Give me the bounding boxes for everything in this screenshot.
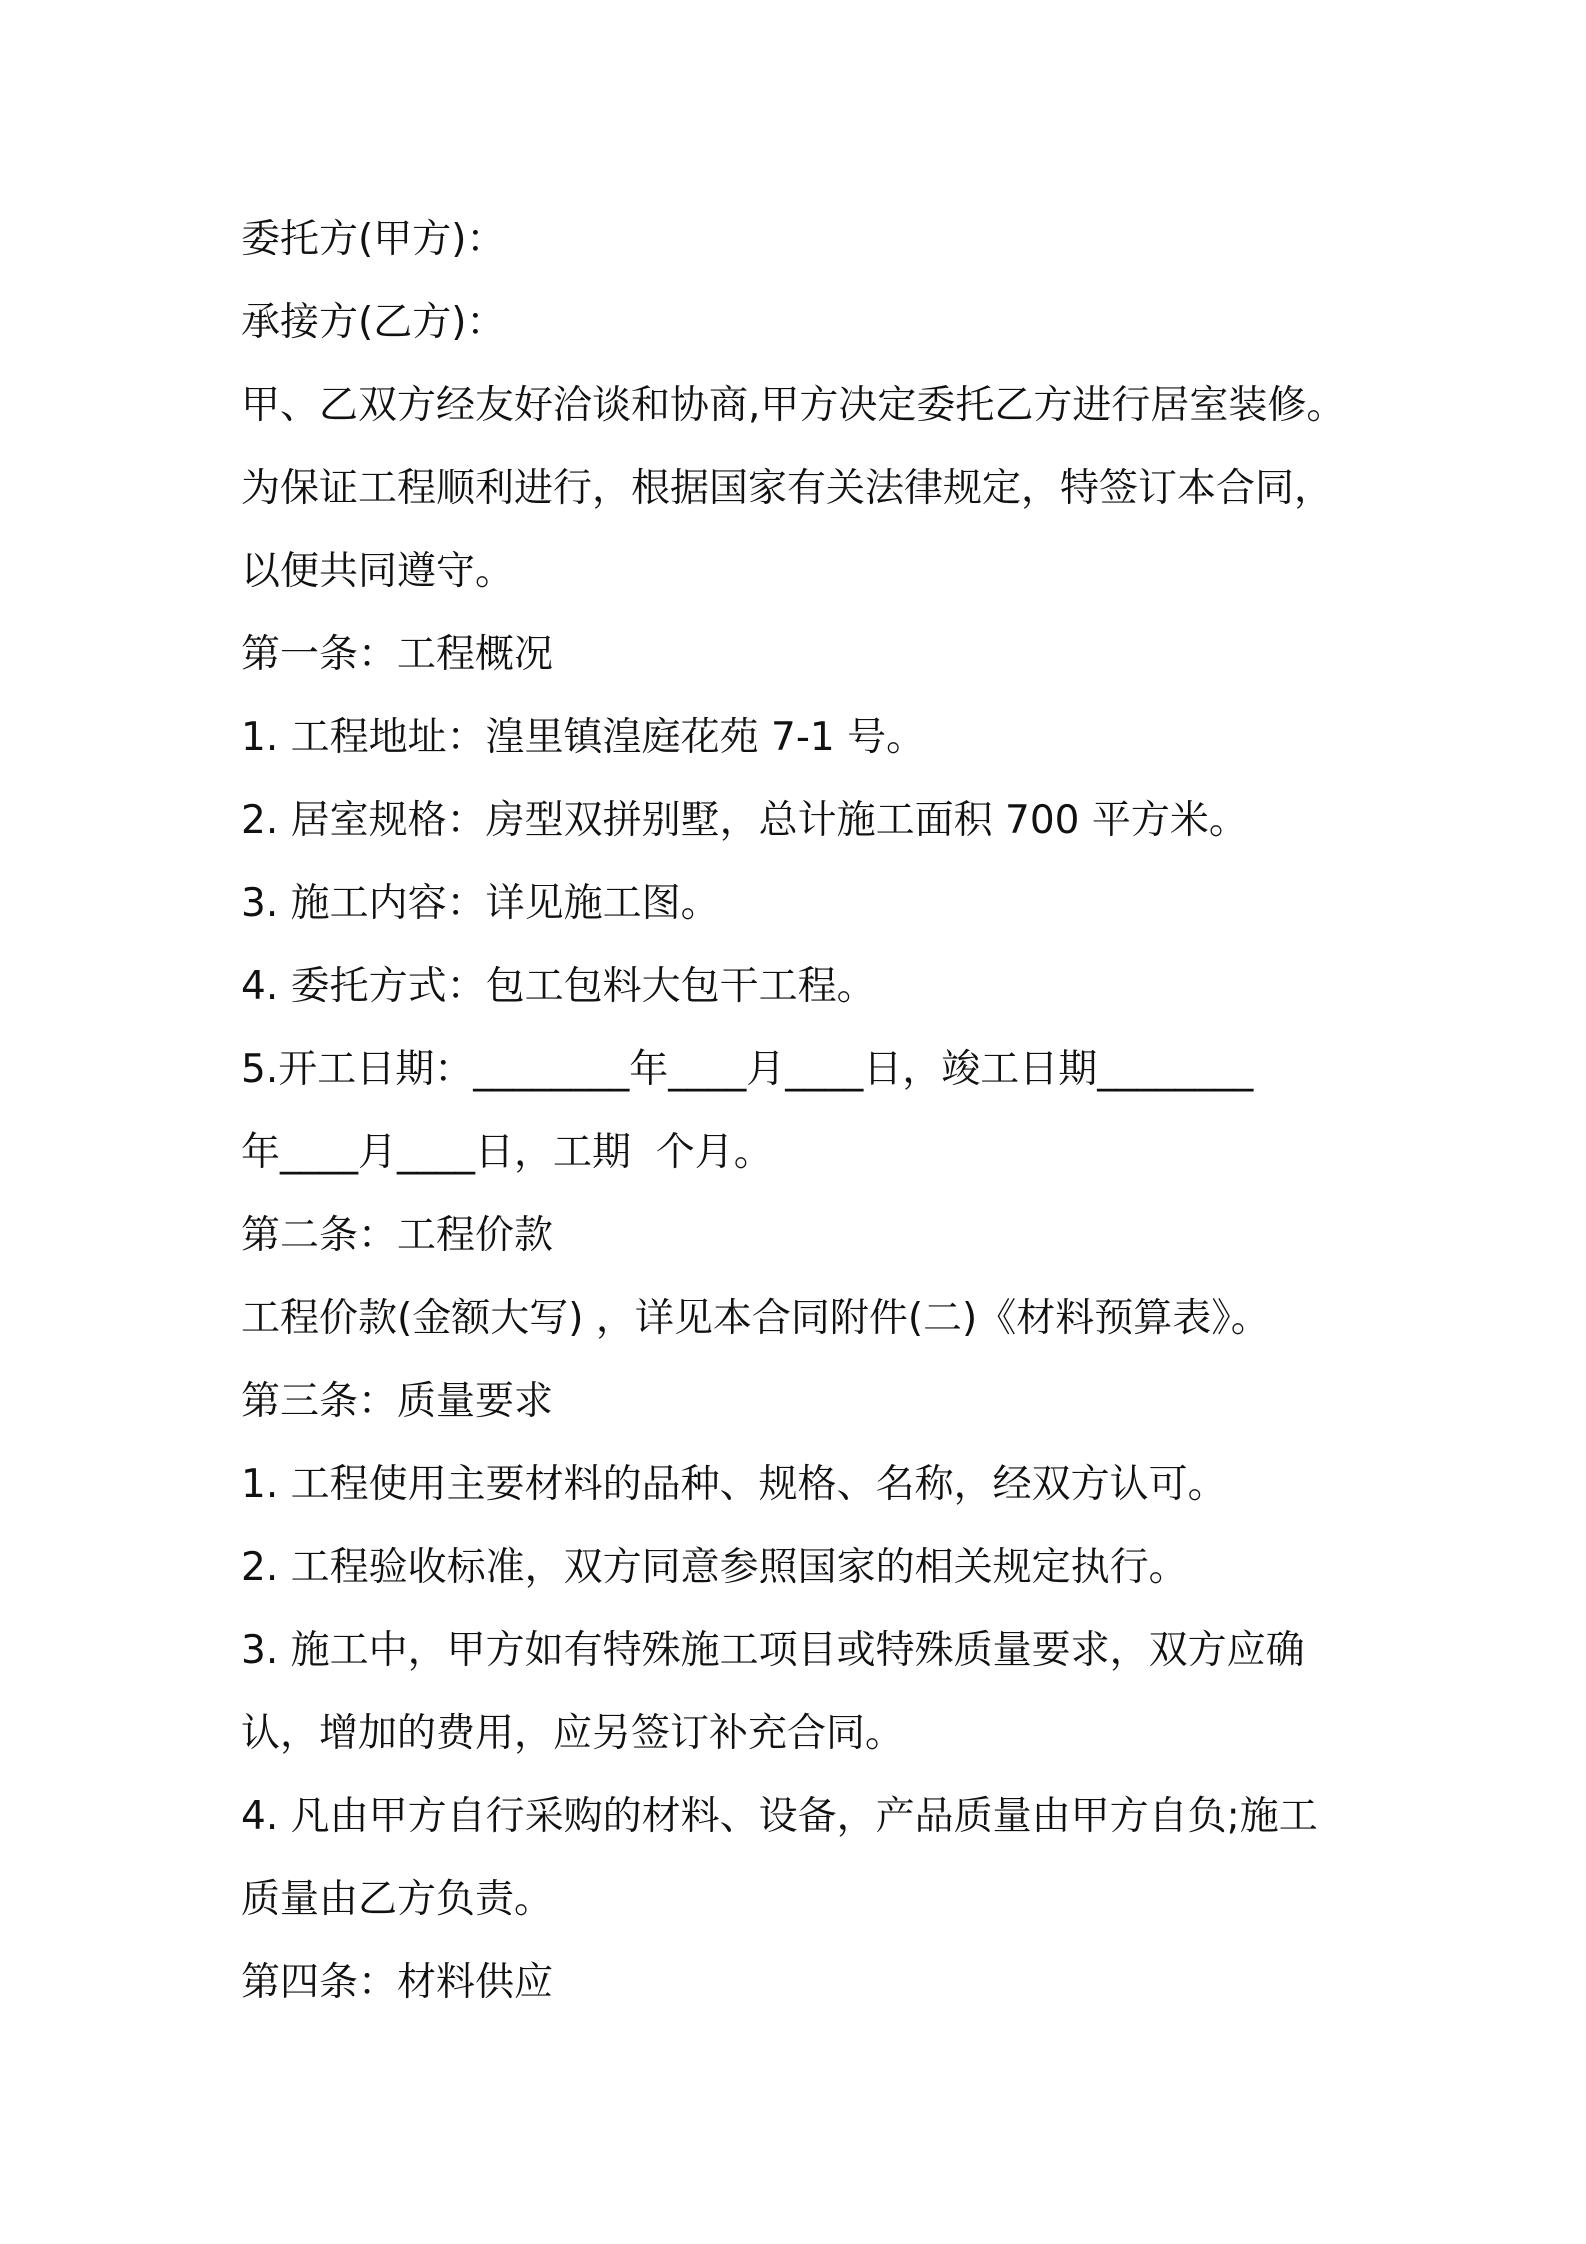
article-4-heading: 第四条：材料供应 [241, 1960, 554, 2005]
article-1-item-5-line-1: 5.开工日期：________年____月____日，竣工日期________ [241, 1047, 1254, 1092]
preamble-line-1: 甲、乙双方经友好洽谈和协商,甲方决定委托乙方进行居室装修。 [241, 383, 1346, 428]
article-3-item-3-line-2: 认，增加的费用，应另签订补充合同。 [241, 1711, 905, 1756]
contractor-party-line: 承接方(乙方)： [241, 300, 506, 345]
article-3-item-3-line-1: 3. 施工中，甲方如有特殊施工项目或特殊质量要求，双方应确 [241, 1628, 1305, 1673]
article-1-item-2: 2. 居室规格：房型双拼别墅，总计施工面积 700 平方米。 [241, 798, 1248, 843]
article-1-item-5-line-2: 年____月____日，工期 个月。 [241, 1130, 773, 1175]
article-1-item-3: 3. 施工内容：详见施工图。 [241, 881, 720, 926]
article-3-item-1: 1. 工程使用主要材料的品种、规格、名称，经双方认可。 [241, 1462, 1227, 1507]
article-1-item-1: 1. 工程地址：湟里镇湟庭花苑 7-1 号。 [241, 715, 926, 760]
article-3-item-2: 2. 工程验收标准，双方同意参照国家的相关规定执行。 [241, 1545, 1188, 1590]
article-3-heading: 第三条：质量要求 [241, 1379, 554, 1424]
article-3-item-4-line-1: 4. 凡由甲方自行采购的材料、设备，产品质量由甲方自负;施工 [241, 1794, 1318, 1839]
article-2-heading: 第二条：工程价款 [241, 1213, 554, 1258]
client-party-line: 委托方(甲方)： [241, 217, 506, 262]
article-2-body: 工程价款(金额大写) ，详见本合同附件(二)《材料预算表》。 [241, 1296, 1270, 1341]
article-1-item-4: 4. 委托方式：包工包料大包干工程。 [241, 964, 876, 1009]
document-body [241, 198, 1361, 2024]
preamble-line-3: 以便共同遵守。 [241, 549, 515, 594]
article-1-heading: 第一条：工程概况 [241, 632, 554, 677]
article-3-item-4-line-2: 质量由乙方负责。 [241, 1877, 554, 1922]
preamble-line-2: 为保证工程顺利进行，根据国家有关法律规定，特签订本合同， [241, 466, 1334, 511]
